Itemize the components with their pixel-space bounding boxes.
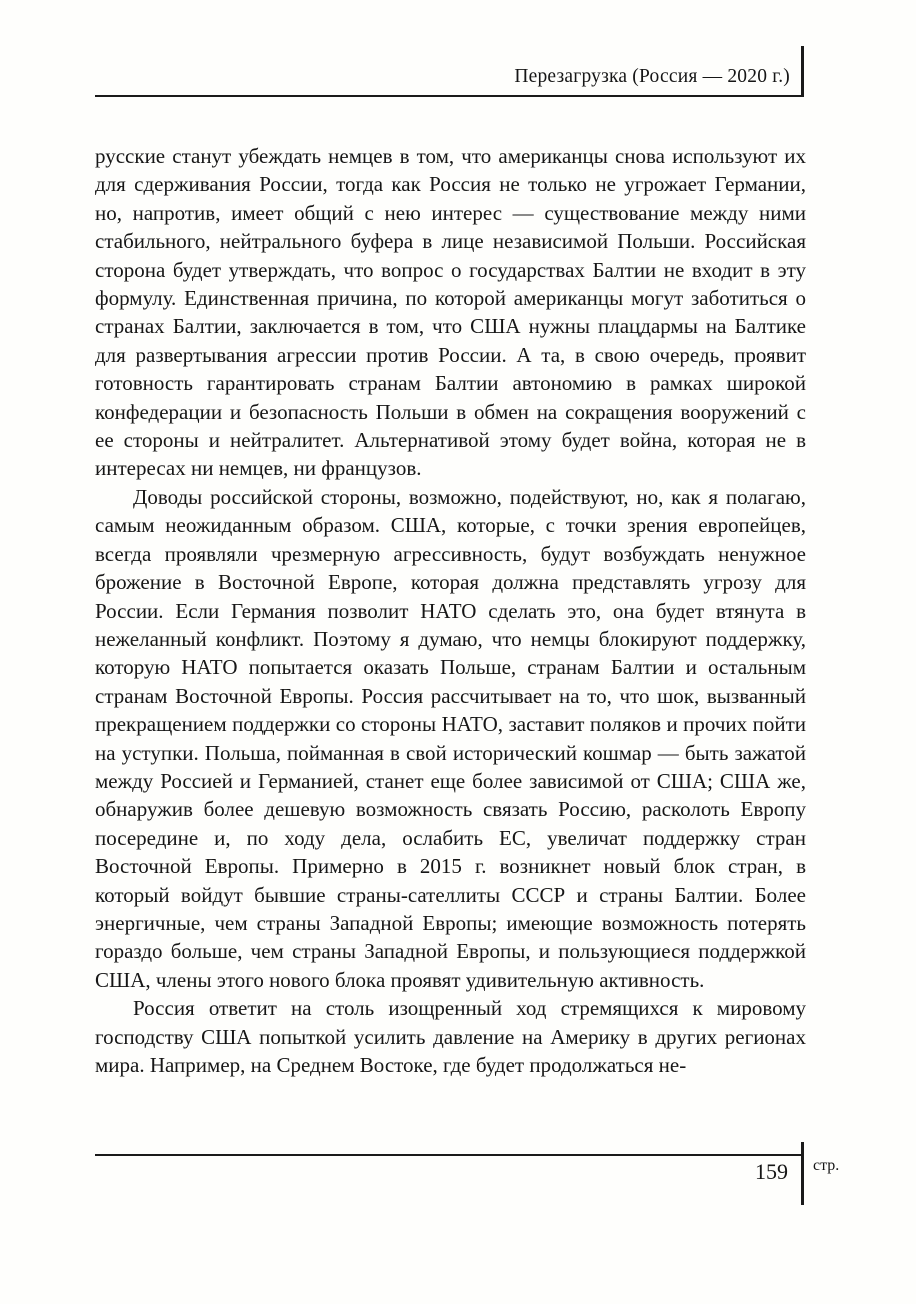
paragraph-continuation: русские станут убеждать немцев в том, что американцы снова используют их для сдерживания России, тогда как Россия не только не угрожает Германии, но, напротив, имеет общий с нею интерес — существование между ними стабильного, нейтрального буфера в лице независимой Польши. Российская сторона будет утверждать, что вопрос о государствах Балтии не входит в эту формулу. Единственная причина, по которой американцы могут заботиться о странах Балтии, заключается в том, что США нужны плацдармы на Балтике для развертывания агрессии против России. А та, в свою очередь, проявит готовность гарантировать странам Балтии автономию в рамках широкой конфедерации и безопасность Польши в обмен на сокращения вооружений с ее стороны и нейтралитет. Альтернативой этому будет война, которая не в интересах ни немцев, ни французов. (95, 144, 806, 481)
running-title: Перезагрузка (Россия — 2020 г.) (514, 66, 790, 87)
footer-horizontal-rule (95, 1154, 804, 1156)
header-vertical-rule (801, 46, 804, 97)
page-number-label: стр. (813, 1157, 840, 1174)
header-horizontal-rule (95, 95, 804, 97)
page-number: 159 (755, 1159, 788, 1184)
footer-vertical-rule (801, 1142, 804, 1205)
paragraph: Россия ответит на столь изощренный ход стремящихся к мировому господству США попыткой усилить давление на Америку в других регионах мира. Например, на Среднем Востоке, где будет продолжаться не- (95, 996, 806, 1077)
paragraph: Доводы российской стороны, возможно, подействуют, но, как я полагаю, самым неожиданным образом. США, которые, с точки зрения европейцев, всегда проявляли чрезмерную агрессивность, будут возбуждать ненужное брожение в Восточной Европе, которая должна представлять угрозу для России. Если Германия позволит НАТО сделать это, она будет втянута в нежеланный конфликт. Поэтому я думаю, что немцы блокируют поддержку, которую НАТО попытается оказать Польше, странам Балтии и остальным странам Восточной Европы. Россия рассчитывает на то, что шок, вызванный прекращением поддержки со стороны НАТО, заставит поляков и прочих пойти на уступки. Польша, пойманная в свой исторический кошмар — быть зажатой между Россией и Германией, станет еще более зависимой от США; США же, обнаружив более дешевую возможность связать Россию, расколоть Европу посередине и, по ходу дела, ослабить ЕС, увеличат поддержку стран Восточной Европы. Примерно в 2015 г. возникнет новый блок стран, в который войдут бывшие страны-сателлиты СССР и страны Балтии. Более энергичные, чем страны Западной Европы; имеющие возможность потерять гораздо больше, чем страны Западной Европы, и пользующиеся поддержкой США, члены этого нового блока проявят удивительную активность. (95, 484, 806, 992)
page-body (95, 142, 806, 1079)
